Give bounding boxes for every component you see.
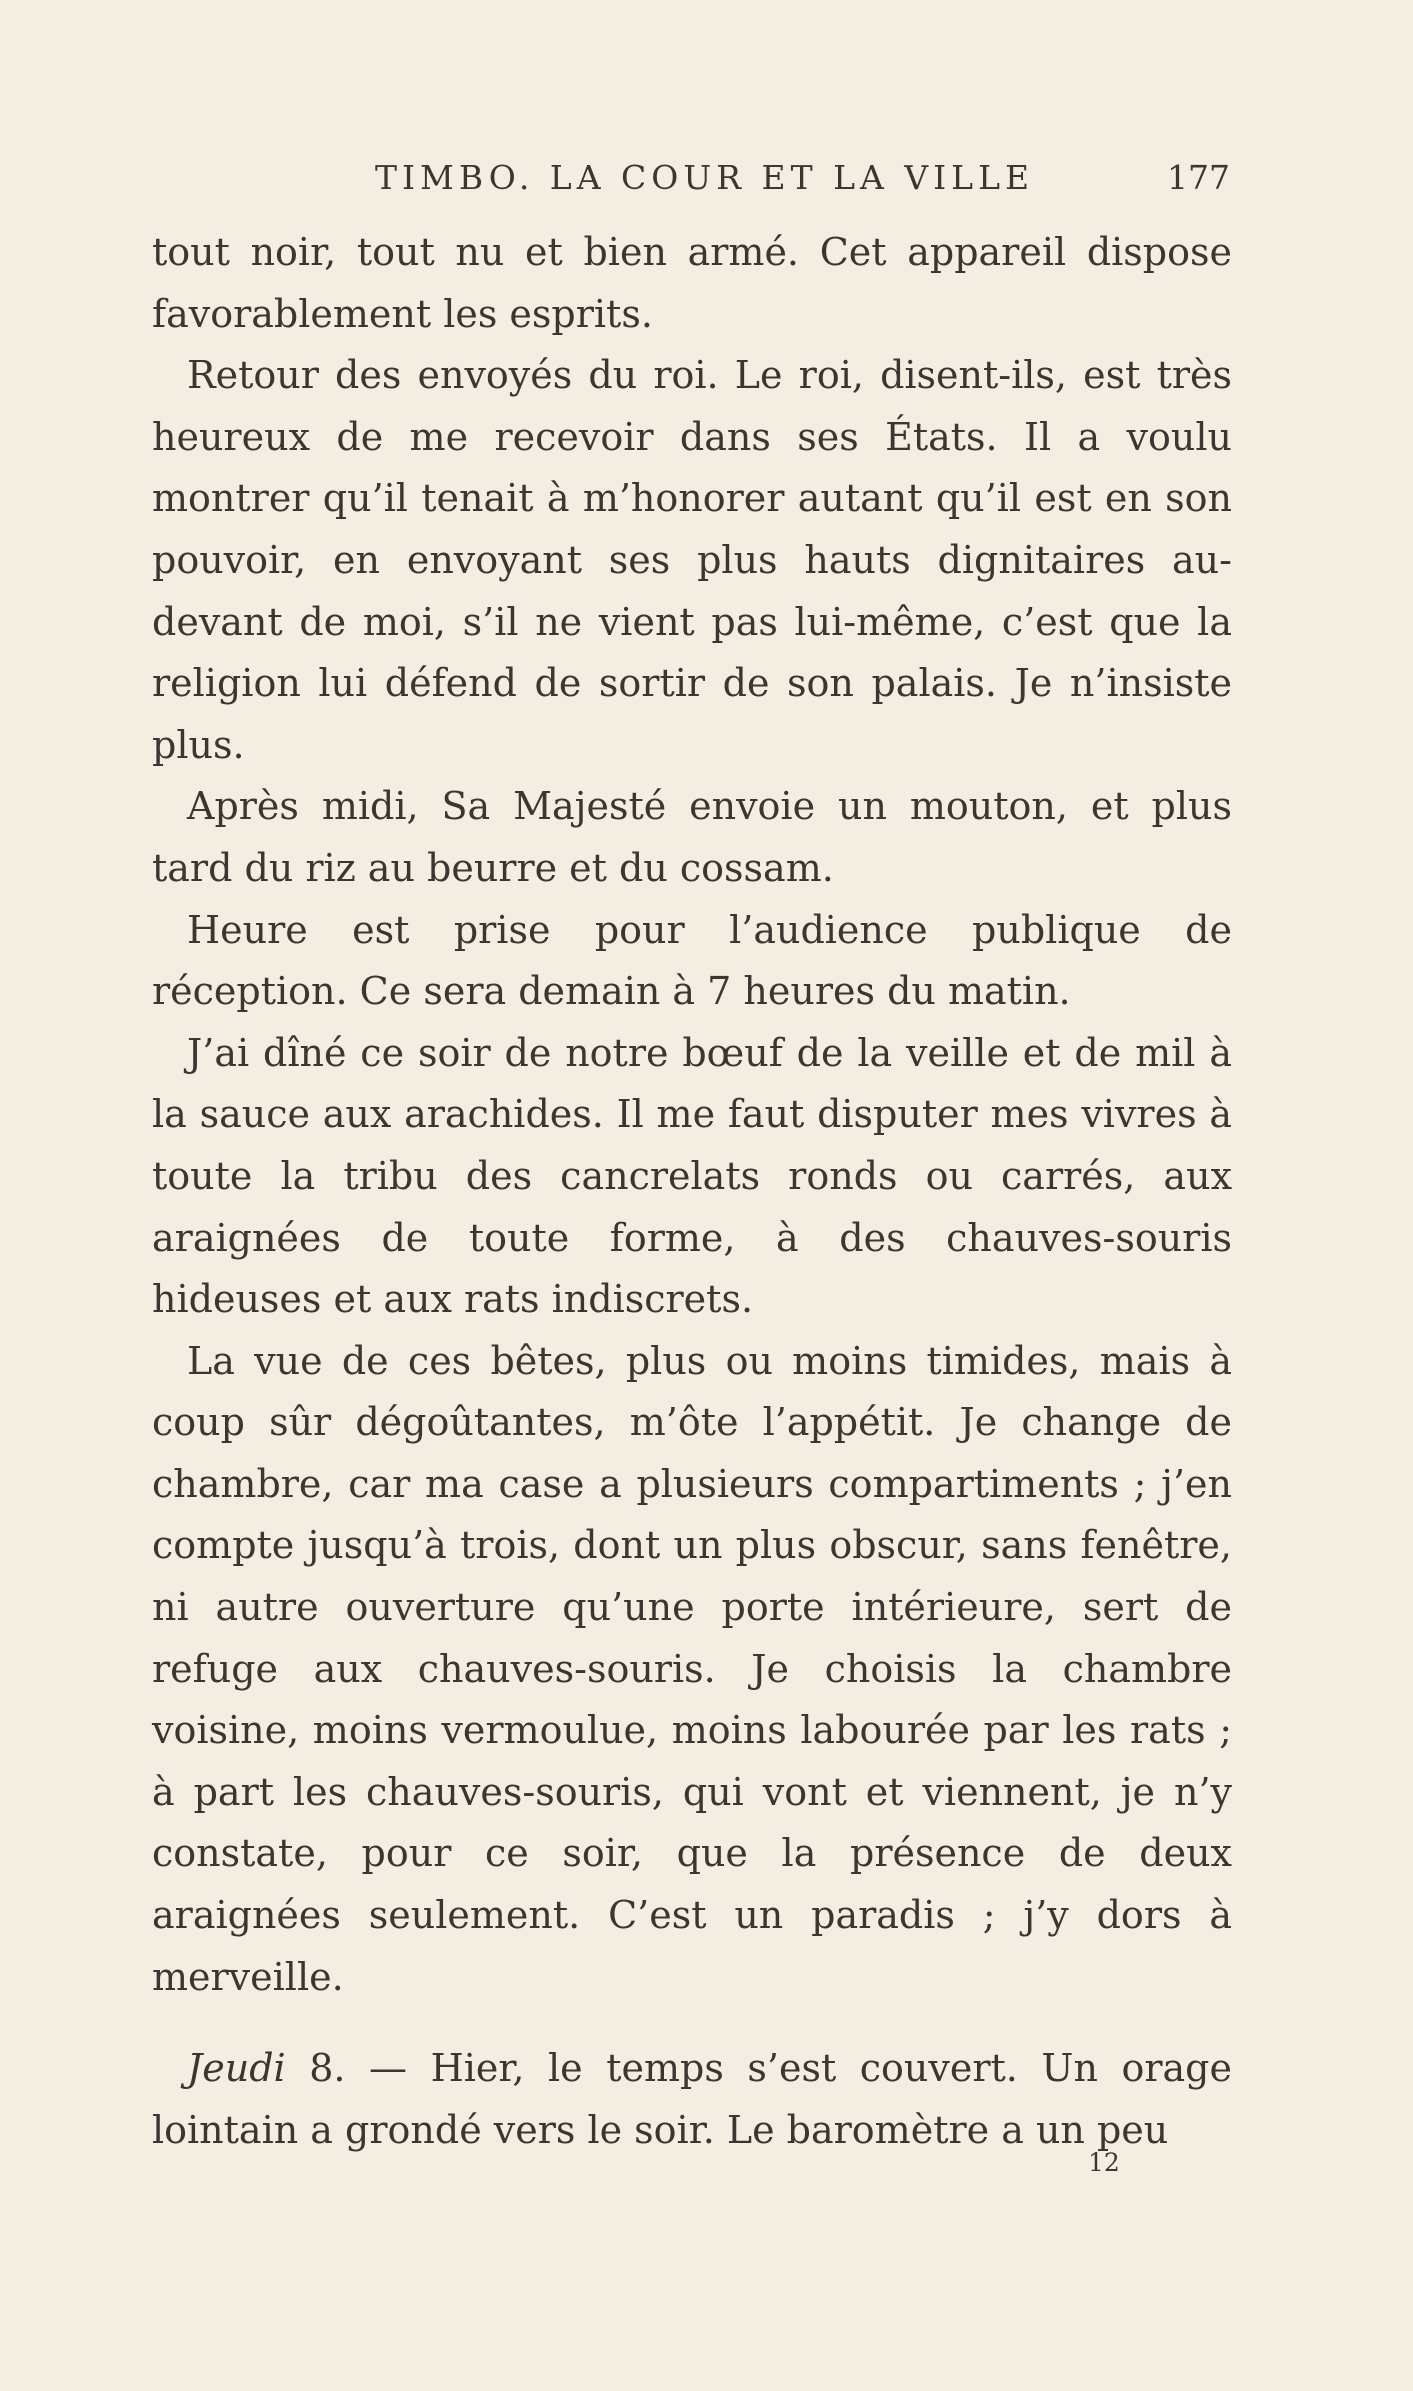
- signature-mark: 12: [1088, 2148, 1120, 2177]
- body-text: [152, 222, 1232, 2161]
- page-number: 177: [1167, 158, 1230, 197]
- paragraph: tout noir, tout nu et bien armé. Cet appareil dispose favorablement les esprits.: [152, 230, 1232, 336]
- paragraph: La vue de ces bêtes, plus ou moins timides, mais à coup sûr dégoûtantes, m’ôte l’appétit. Je change de chambre, car ma case a plusieurs compartiments ; j’en compte jusqu’à trois, dont un plus obscur, sans fenêtre, ni autre ouverture qu’une porte intérieure, sert de refuge aux chauves-souris. Je choisis la chambre voisine, moins vermoulue, moins labourée par les rats ; à part les chauves-souris, qui vont et viennent, je n’y constate, pour ce soir, que la présence de deux araignées seulement. C’est un paradis ; j’y dors à merveille.: [152, 1338, 1232, 1999]
- paragraph: Heure est prise pour l’audience publique de réception. Ce sera demain à 7 heures du matin.: [152, 907, 1232, 1014]
- paragraph: Après midi, Sa Majesté envoie un mouton, et plus tard du riz au beurre et du cossam.: [152, 784, 1232, 890]
- paragraph: J’ai dîné ce soir de notre bœuf de la veille et de mil à la sauce aux arachides. Il me faut disputer mes vivres à toute la tribu des cancrelats ronds ou carrés, aux araignées de toute forme, à des chauves-souris hideuses et aux rats indiscrets.: [152, 1030, 1232, 1322]
- entry-date-number: 8.: [285, 2046, 346, 2091]
- page-header: [150, 158, 1230, 208]
- entry-text: — Hier, le temps s’est couvert. Un orage lointain a grondé vers le soir. Le baromètre a un peu: [152, 2046, 1232, 2152]
- dated-entry: [152, 2038, 1232, 2161]
- running-title: TIMBO. LA COUR ET LA VILLE: [375, 158, 1035, 197]
- paragraph: Retour des envoyés du roi. Le roi, disent-ils, est très heureux de me recevoir dans ses États. Il a voulu montrer qu’il tenait à m’honorer autant qu’il est en son pouvoir, en envoyant ses plus hauts dignitaires au-devant de moi, s’il ne vient pas lui-même, c’est que la religion lui défend de sortir de son palais. Je n’insiste plus.: [152, 353, 1232, 767]
- entry-date: Jeudi: [187, 2046, 286, 2091]
